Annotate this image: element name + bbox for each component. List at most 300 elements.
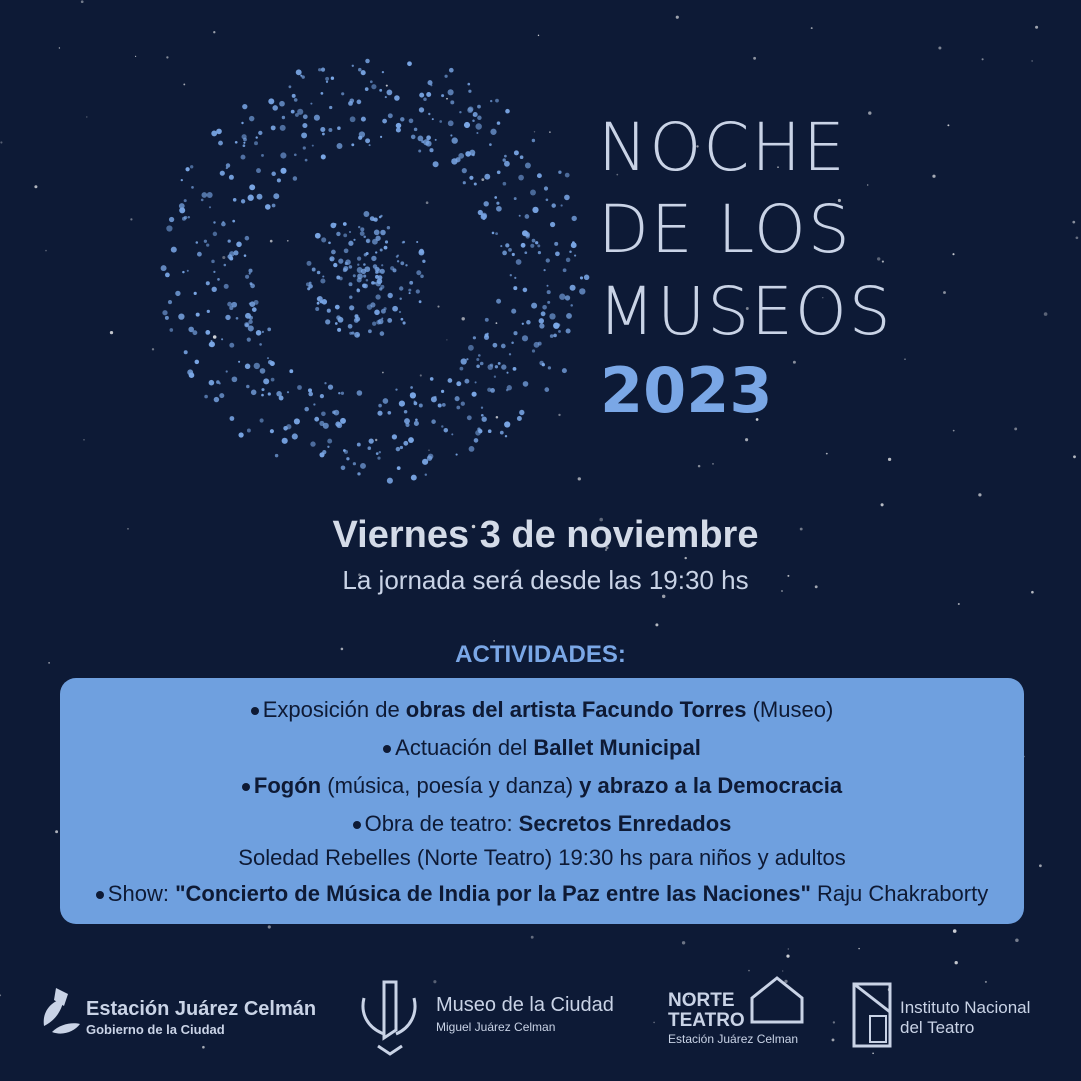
star-dot — [531, 936, 534, 939]
ring-dot — [511, 342, 513, 345]
ring-dot — [474, 438, 479, 443]
star-dot — [938, 46, 941, 49]
ring-dot — [385, 96, 387, 98]
ring-dot — [565, 173, 570, 178]
bullet-icon — [242, 783, 250, 791]
ring-dot — [404, 410, 408, 414]
ring-dot — [292, 94, 296, 98]
ring-dot — [344, 248, 349, 253]
ring-dot — [227, 302, 232, 307]
ring-dot — [559, 294, 565, 300]
star-dot — [34, 185, 37, 188]
ring-dot — [248, 269, 252, 273]
ring-dot — [204, 240, 207, 243]
ring-dot — [538, 251, 541, 254]
ring-dot — [297, 385, 302, 390]
ring-dot — [168, 300, 172, 304]
museo-sub: Miguel Juárez Celman — [436, 1020, 556, 1034]
star-dot — [1072, 221, 1075, 224]
ring-dot — [293, 176, 297, 180]
ring-dot — [547, 301, 550, 304]
ring-dot — [184, 350, 188, 354]
ring-dot — [256, 136, 258, 138]
ring-dot — [419, 300, 422, 303]
ring-dot — [232, 376, 238, 382]
ring-dot — [338, 392, 340, 394]
ring-dot — [530, 244, 534, 248]
ring-dot — [458, 153, 464, 159]
ring-dot — [357, 443, 361, 447]
bullet-icon — [353, 821, 361, 829]
ring-dot — [411, 475, 417, 481]
ring-dot — [397, 255, 399, 257]
ring-dot — [476, 132, 478, 134]
star-dot — [0, 994, 1, 996]
star-dot — [833, 1021, 835, 1023]
ring-dot — [361, 70, 366, 75]
event-time: La jornada será desde las 19:30 hs — [342, 565, 749, 595]
ring-dot — [494, 196, 497, 199]
ring-dot — [256, 168, 261, 173]
ring-dot — [519, 215, 521, 217]
ring-dot — [442, 403, 446, 407]
ring-dot — [387, 226, 390, 229]
star-dot — [655, 623, 658, 626]
ring-dot — [385, 240, 388, 243]
ring-dot — [185, 167, 189, 171]
ring-dot — [257, 194, 263, 200]
star-dot — [872, 1053, 874, 1055]
star-dot — [793, 361, 796, 364]
ring-dot — [409, 281, 413, 285]
ring-dot — [539, 323, 544, 328]
dotted-ring-graphic — [150, 40, 600, 500]
ring-dot — [425, 473, 427, 475]
star-dot — [86, 116, 87, 117]
ring-dot — [314, 115, 320, 121]
star-dot — [712, 463, 713, 464]
ring-dot — [302, 75, 305, 78]
ring-dot — [379, 451, 381, 453]
ring-dot — [317, 302, 320, 305]
ring-dot — [473, 112, 478, 117]
ring-dot — [355, 317, 360, 322]
ring-dot — [543, 269, 545, 271]
ring-dot — [503, 158, 506, 161]
ring-dot — [381, 264, 383, 266]
star-dot — [786, 954, 789, 957]
activity-item: Obra de teatro: Secretos Enredados — [60, 811, 1024, 837]
ring-dot — [535, 241, 538, 244]
ring-dot — [560, 204, 562, 206]
star-dot — [110, 331, 113, 334]
ring-dot — [396, 447, 400, 451]
ring-dot — [184, 199, 187, 202]
ring-dot — [301, 132, 307, 138]
ring-dot — [179, 207, 185, 213]
ring-dot — [333, 410, 339, 416]
ring-dot — [466, 358, 468, 360]
ring-dot — [523, 288, 528, 293]
ring-dot — [544, 387, 549, 392]
ring-dot — [448, 378, 453, 383]
ring-dot — [416, 241, 418, 243]
ring-dot — [505, 109, 510, 114]
ring-dot — [374, 310, 380, 316]
ring-dot — [279, 396, 284, 401]
ring-dot — [501, 344, 506, 349]
ring-dot — [236, 317, 239, 320]
ring-dot — [467, 415, 472, 420]
ring-dot — [248, 195, 254, 201]
ring-dot — [220, 171, 225, 176]
ring-dot — [525, 214, 530, 219]
ring-dot — [165, 316, 169, 320]
ring-dot — [537, 173, 542, 178]
ring-dot — [206, 243, 209, 246]
ring-dot — [310, 441, 315, 446]
ring-dot — [212, 287, 217, 292]
ring-dot — [245, 236, 250, 241]
ring-dot — [392, 434, 397, 439]
ring-dot — [338, 258, 343, 263]
ring-dot — [318, 68, 321, 71]
ring-dot — [268, 392, 271, 395]
ring-dot — [218, 141, 223, 146]
ring-dot — [419, 93, 424, 98]
star-dot — [877, 257, 880, 260]
ring-dot — [394, 95, 400, 101]
ring-dot — [321, 68, 325, 72]
ring-dot — [226, 163, 230, 167]
ring-dot — [377, 457, 380, 460]
ring-dot — [287, 391, 289, 393]
star-dot — [958, 603, 960, 605]
ring-dot — [549, 313, 555, 319]
ring-dot — [532, 139, 535, 142]
ring-dot — [497, 121, 501, 125]
star-dot — [684, 557, 686, 559]
ring-dot — [542, 305, 547, 310]
instituto-name-2: del Teatro — [900, 1018, 975, 1037]
ring-dot — [317, 297, 320, 300]
ring-dot — [469, 176, 473, 180]
ring-dot — [320, 127, 325, 132]
ring-dot — [307, 261, 312, 266]
ring-dot — [382, 71, 384, 73]
ring-dot — [329, 106, 332, 109]
star-dot — [932, 175, 935, 178]
ring-dot — [343, 234, 347, 238]
ring-dot — [331, 250, 336, 255]
ring-dot — [375, 294, 380, 299]
ring-dot — [312, 145, 314, 147]
logo-norte-teatro — [668, 978, 818, 1048]
ring-dot — [572, 216, 577, 221]
ring-dot — [169, 328, 173, 332]
ring-dot — [500, 245, 502, 247]
ring-dot — [399, 298, 401, 300]
ring-dot — [365, 138, 370, 143]
star-dot — [953, 929, 957, 933]
ring-dot — [409, 118, 414, 123]
ring-dot — [252, 307, 257, 312]
ring-dot — [280, 168, 286, 174]
logo-instituto-nacional-teatro — [852, 978, 1062, 1048]
ring-dot — [555, 251, 560, 256]
ring-dot — [196, 241, 199, 244]
ring-dot — [296, 69, 302, 75]
ring-dot — [188, 216, 190, 218]
ring-dot — [517, 416, 522, 421]
ring-dot — [380, 331, 385, 336]
ring-dot — [399, 311, 401, 313]
ring-dot — [321, 411, 326, 416]
ring-dot — [408, 437, 414, 443]
ring-dot — [238, 361, 240, 363]
ring-dot — [260, 418, 264, 422]
ring-dot — [531, 303, 537, 309]
ring-dot — [232, 220, 235, 223]
ring-dot — [320, 394, 324, 398]
ring-dot — [476, 123, 482, 129]
star-dot — [888, 458, 891, 461]
ring-dot — [360, 231, 365, 236]
star-dot — [135, 56, 136, 57]
ring-dot — [490, 100, 492, 102]
ring-dot — [359, 131, 365, 137]
ring-dot — [277, 178, 281, 182]
ring-dot — [349, 282, 353, 286]
ring-dot — [336, 232, 340, 236]
star-dot — [698, 465, 701, 468]
ring-dot — [416, 289, 420, 293]
norte-sub: Estación Juárez Celman — [668, 1032, 799, 1046]
ring-dot — [275, 454, 278, 457]
ring-dot — [476, 358, 479, 361]
star-dot — [45, 250, 47, 252]
ring-dot — [247, 429, 251, 433]
ring-dot — [426, 92, 431, 97]
ring-dot — [563, 268, 567, 272]
ring-dot — [291, 110, 295, 114]
ring-dot — [230, 416, 235, 421]
ring-dot — [387, 90, 393, 96]
ring-dot — [357, 256, 361, 260]
ring-dot — [353, 274, 356, 277]
ring-dot — [224, 284, 229, 289]
ring-dot — [504, 421, 510, 427]
ring-dot — [400, 446, 403, 449]
star-dot — [953, 430, 955, 432]
ring-dot — [320, 278, 325, 283]
ring-dot — [475, 430, 481, 436]
ring-dot — [196, 313, 200, 317]
star-dot — [982, 58, 984, 60]
ring-dot — [513, 331, 517, 335]
star-dot — [811, 27, 813, 29]
ring-dot — [541, 311, 546, 316]
star-dot — [868, 111, 871, 114]
ring-dot — [475, 381, 477, 383]
ring-dot — [380, 230, 386, 236]
title-year: 2023 — [600, 354, 773, 427]
ring-dot — [364, 253, 367, 256]
star-dot — [538, 35, 539, 36]
ring-dot — [514, 277, 516, 279]
ring-dot — [292, 433, 298, 439]
ring-dot — [270, 361, 275, 366]
ring-dot — [428, 454, 434, 460]
ring-dot — [249, 272, 251, 274]
ring-dot — [337, 126, 341, 130]
ring-dot — [213, 221, 215, 223]
ring-dot — [245, 364, 251, 370]
ring-dot — [261, 388, 264, 391]
ring-dot — [481, 414, 484, 417]
ring-dot — [547, 285, 549, 287]
ring-dot — [465, 151, 471, 157]
ring-dot — [211, 130, 217, 136]
ring-dot — [403, 441, 408, 446]
ring-dot — [357, 264, 359, 266]
ring-dot — [546, 258, 550, 262]
ring-dot — [350, 116, 356, 122]
ring-dot — [403, 321, 406, 324]
ring-dot — [327, 309, 331, 313]
ring-dot — [271, 172, 276, 177]
star-dot — [882, 261, 884, 263]
ring-dot — [456, 406, 460, 410]
ring-dot — [441, 390, 444, 393]
ring-dot — [303, 146, 306, 149]
star-dot — [943, 291, 946, 294]
ring-dot — [419, 107, 424, 112]
ring-dot — [532, 207, 538, 213]
ring-dot — [482, 417, 487, 422]
ring-dot — [286, 424, 291, 429]
ring-dot — [250, 282, 253, 285]
ring-dot — [372, 239, 378, 245]
norte-name-1: NORTE — [668, 990, 735, 1011]
logo-museo-de-la-ciudad — [356, 978, 636, 1048]
ring-dot — [308, 388, 312, 392]
ring-dot — [467, 107, 473, 113]
ring-dot — [402, 241, 404, 243]
ring-dot — [368, 446, 372, 450]
ring-dot — [431, 419, 436, 424]
ring-dot — [188, 327, 194, 333]
ring-dot — [358, 226, 360, 228]
ring-dot — [207, 192, 213, 198]
ring-dot — [224, 264, 227, 267]
ring-dot — [305, 159, 308, 162]
ring-dot — [520, 155, 524, 159]
ring-dot — [488, 429, 492, 433]
star-dot — [1035, 26, 1038, 29]
ring-dot — [181, 179, 183, 181]
ring-dot — [357, 334, 359, 336]
ring-dot — [243, 142, 245, 144]
ring-dot — [490, 129, 496, 135]
ring-dot — [315, 307, 319, 311]
ring-dot — [353, 462, 356, 465]
ring-dot — [207, 310, 210, 313]
ring-dot — [478, 354, 481, 357]
ring-dot — [271, 125, 276, 130]
star-dot — [81, 0, 84, 3]
ring-dot — [368, 329, 372, 333]
ring-dot — [375, 251, 377, 253]
ring-dot — [409, 292, 411, 294]
ring-dot — [333, 263, 337, 267]
ring-dot — [546, 198, 549, 201]
ring-dot — [209, 341, 215, 347]
ring-dot — [364, 266, 370, 272]
ring-dot — [415, 418, 418, 421]
activity-item: Actuación del Ballet Municipal — [60, 735, 1024, 761]
ring-dot — [187, 369, 193, 375]
ring-dot — [480, 362, 484, 366]
ring-dot — [361, 117, 366, 122]
ring-dot — [366, 279, 369, 282]
ring-dot — [209, 380, 215, 386]
star-dot — [782, 970, 783, 971]
star-dot — [0, 141, 2, 143]
ring-dot — [459, 111, 461, 113]
ring-dot — [431, 396, 437, 402]
ring-dot — [247, 338, 251, 342]
activity-item: Show: "Concierto de Música de India por la Paz entre las Naciones" Raju Chakraborty — [60, 881, 1024, 907]
ring-dot — [270, 429, 274, 433]
ring-dot — [498, 362, 501, 365]
star-dot — [832, 1038, 835, 1041]
star-dot — [55, 830, 58, 833]
ring-dot — [295, 113, 299, 117]
ring-dot — [506, 389, 509, 392]
ring-dot — [532, 239, 536, 243]
ring-dot — [525, 163, 531, 169]
bullet-icon — [383, 745, 391, 753]
ring-dot — [242, 104, 247, 109]
ring-dot — [383, 398, 389, 404]
ring-dot — [187, 270, 189, 272]
ring-dot — [378, 319, 384, 325]
ring-dot — [331, 77, 334, 80]
ring-dot — [194, 292, 197, 295]
ring-dot — [464, 379, 469, 384]
ring-dot — [357, 267, 363, 273]
ring-dot — [500, 431, 504, 435]
ring-dot — [476, 365, 480, 369]
ring-dot — [381, 309, 386, 314]
ring-dot — [381, 317, 383, 319]
ring-dot — [419, 404, 423, 408]
ring-dot — [377, 278, 383, 284]
ring-dot — [558, 171, 561, 174]
ring-dot — [489, 143, 492, 146]
ring-dot — [349, 265, 353, 269]
ring-dot — [184, 216, 188, 220]
ring-dot — [328, 241, 331, 244]
ring-dot — [483, 218, 485, 220]
ring-dot — [387, 318, 392, 323]
ring-dot — [524, 251, 527, 254]
ring-dot — [504, 155, 507, 158]
ring-dot — [523, 381, 529, 387]
ring-dot — [219, 382, 221, 384]
bullet-icon — [251, 707, 259, 715]
